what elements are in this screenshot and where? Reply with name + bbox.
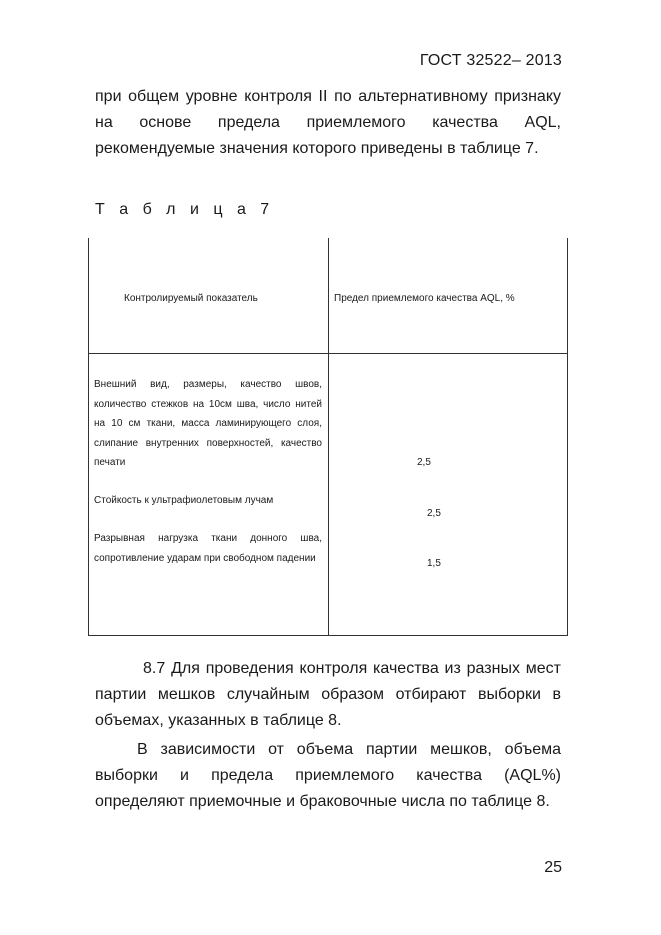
standard-header: ГОСТ 32522– 2013 <box>419 52 562 69</box>
paragraph-aql-numbers: В зависимости от объема партии мешков, объема выборки и предела приемлемого качества (AQL%) определяют приемочные и браковочные числа по таблице 8. <box>95 741 561 810</box>
table-border-right <box>567 238 568 636</box>
table-header-divider <box>88 353 568 354</box>
table-row-indicator: Разрывная нагрузка ткани донного шва, сопротивление ударам при свободном падении <box>94 533 322 564</box>
paragraph-8-7: 8.7 Для проведения контроля качества из разных мест партии мешков случайным образом отбирают выборки в объемах, указанных в таблице 8. <box>95 660 561 729</box>
table-caption: Т а б л и ц а 7 <box>95 201 275 218</box>
aql-table <box>88 238 568 636</box>
column-header-aql: Предел приемлемого качества AQL, % <box>334 293 515 304</box>
table-row-aql: 2,5 <box>417 457 431 468</box>
intro-paragraph: при общем уровне контроля II по альтернативному признаку на основе предела приемлемого качества AQL, рекомендуемые значения которого приведены в таблице 7. <box>95 88 561 157</box>
table-row-indicator: Стойкость к ультрафиолетовым лучам <box>94 495 274 506</box>
table-column-divider <box>328 238 329 636</box>
column-header-indicator: Контролируемый показатель <box>124 293 258 304</box>
table-row-aql: 2,5 <box>427 508 441 519</box>
table-row-aql: 1,5 <box>427 558 441 569</box>
page-number: 25 <box>544 859 562 876</box>
table-row-indicator: Внешний вид, размеры, качество швов, количество стежков на 10см шва, число нитей на 10 см ткани, масса ламинирующего слоя, слипание внутренних поверхностей, качество печати <box>94 379 322 468</box>
table-border-bottom <box>88 635 568 636</box>
table-border-left <box>88 238 89 636</box>
